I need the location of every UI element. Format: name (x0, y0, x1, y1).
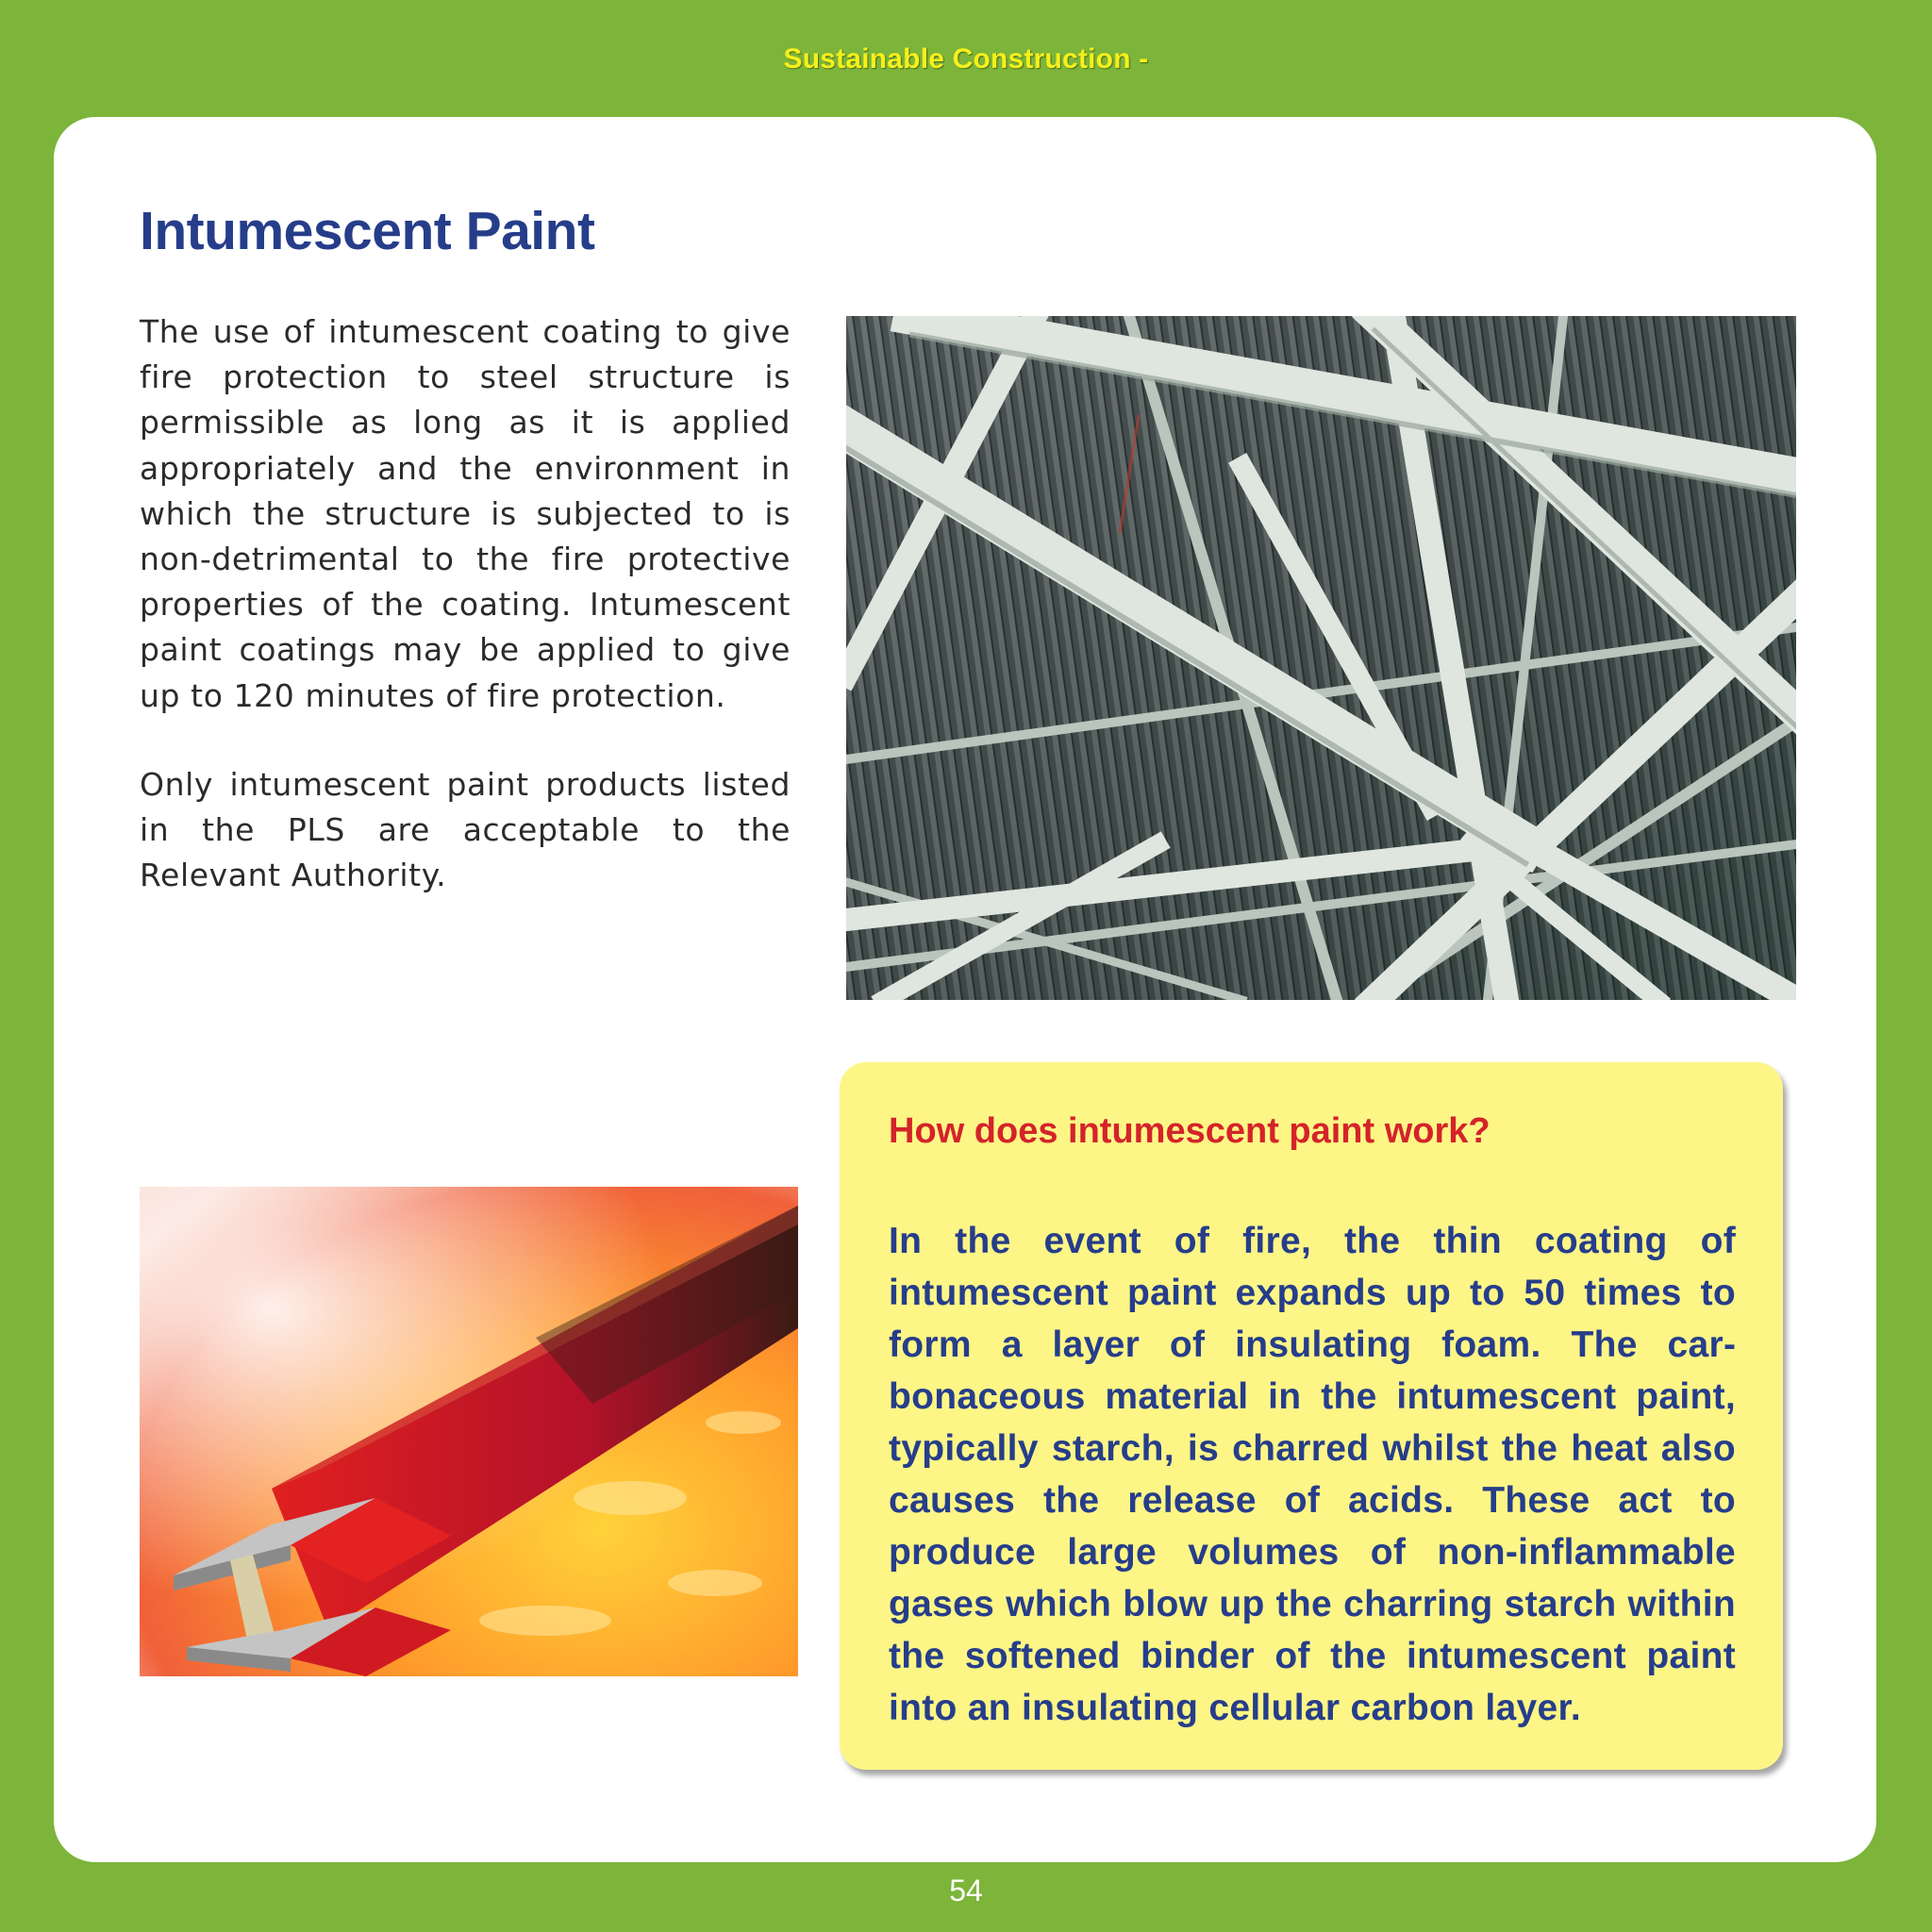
section-header: Sustainable Construction - (783, 43, 1149, 75)
body-paragraph-2: Only intumescent paint products listed in the PLS are acceptable to the Relevant Authority. (140, 766, 791, 894)
steel-structure-photo (846, 316, 1796, 1000)
burning-steel-beam-illustration (140, 1187, 798, 1676)
body-paragraph-1: The use of intumescent coating to give fire protection to steel structure is permissible as long as it is applied appropriately and the environment in which the structure is subjected to is non-detrimental to the fire protective properties of the coating. Intumescent paint coatings may be applied to give up to 120 minutes of fire protection. (140, 313, 791, 714)
page-number: 54 (949, 1874, 983, 1907)
page-title: Intumescent Paint (140, 201, 595, 261)
info-body-text: In the event of fire, the thin coating of intumescent paint expands up to 50 times to form a layer of insulating foam. The carbonaceous material in the intumescent paint, typically starch, is charred whilst the heat also causes the release of acids. These act to produce large volumes of non-inflammable gases which blow up the charring starch within the softened binder of the intumescent paint into an insulating cellular carbon layer. (889, 1221, 1736, 1728)
info-heading: How does intumescent paint work? (889, 1111, 1491, 1151)
